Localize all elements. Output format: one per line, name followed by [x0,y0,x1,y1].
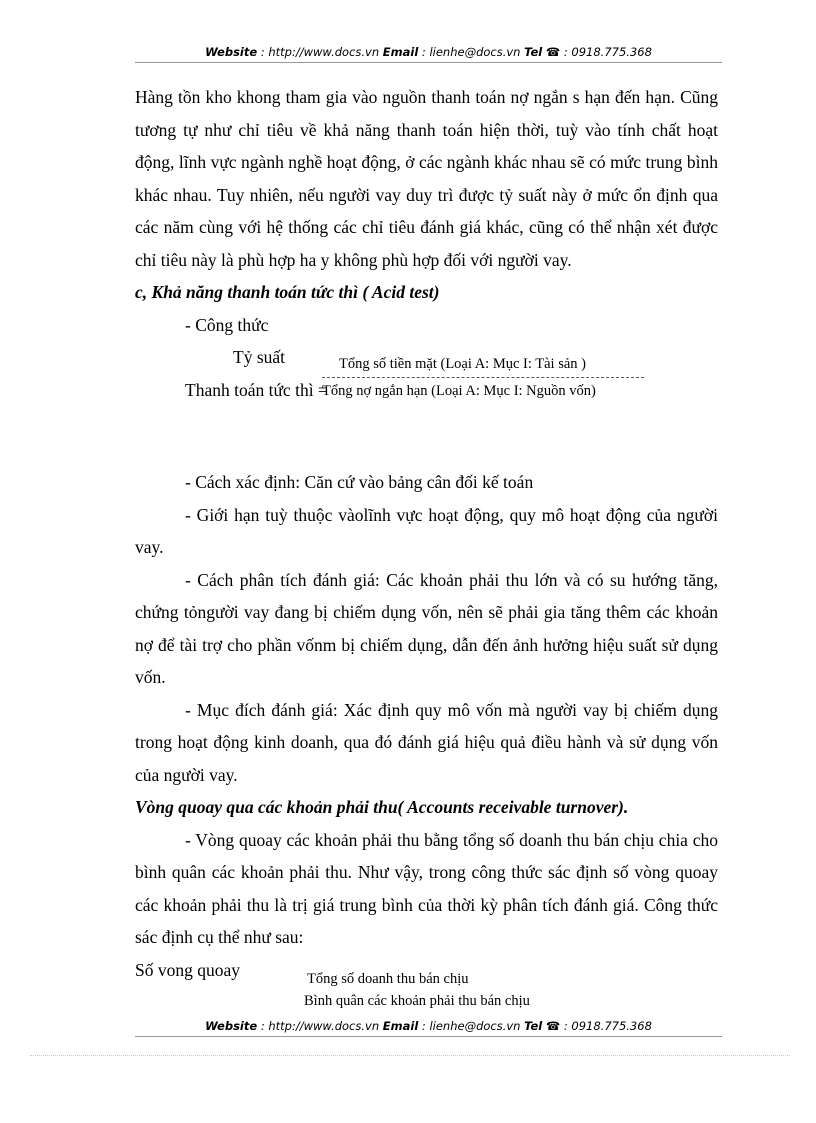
email-label: Email [382,45,419,59]
formula-denominator: Tổng nợ ngắn hạn (Loại A: Mục I: Nguồn vốn) [322,383,596,399]
header-rule [135,62,722,63]
page-footer [135,1018,722,1034]
website-url[interactable]: : http://www.docs.vn [257,45,383,59]
email-label: Email [382,1018,419,1033]
acid-test-formula [135,341,718,466]
paragraph: - Vòng quoay các khoản phải thu bằng tổng số doanh thu bán chịu chia cho bình quân các khoản phải thu. Như vậy, trong công thức sác định số vòng quoay các khoản phải thu là trị giá trung bình của thời kỳ phân tích đánh giá. Công thức sác định cụ thể như sau: [135,829,718,947]
page-edge [30,1055,790,1056]
ratio-label-line1: Tỷ suất [233,347,286,367]
footer-rule [135,1036,722,1037]
turnover-numerator: Tổng số doanh thu bán chịu [307,970,469,987]
formula-label: - Công thức [185,314,269,335]
paragraph: - Mục đích đánh giá: Xác định quy mô vốn mà người vay bị chiếm dụng trong hoạt động kinh doanh, qua đó đánh giá hiệu quả điều hành và sử dụng vốn của người vay. [135,699,718,785]
turnover-fraction [304,968,530,1012]
tel-label: Tel [524,45,543,59]
website-label: Website [205,45,258,59]
paragraph: - Giới hạn tuỳ thuộc vàolĩnh vực hoạt động, quy mô hoạt động của người vay. [135,504,718,557]
website-url[interactable]: : http://www.docs.vn [257,1018,383,1033]
email-address[interactable]: : lienhe@docs.vn [418,1018,525,1033]
phone-icon: ☎ [545,45,561,59]
email-address[interactable]: : lienhe@docs.vn [418,45,525,59]
page-header [135,44,722,60]
section-heading: c, Khả năng thanh toán tức thì ( Acid test) [135,282,440,302]
fraction-line [322,377,644,378]
section-heading: Vòng quoay qua các khoản phải thu( Accounts receivable turnover). [135,797,629,817]
ratio-label-line2: Thanh toán tức thì = [185,379,328,400]
ratio-labels [135,341,328,406]
website-label: Website [205,1018,258,1033]
tel-label: Tel [524,1018,543,1033]
paragraph: - Cách xác định: Căn cứ vào bảng cân đối kế toán [185,472,534,492]
paragraph: Hàng tồn kho khong tham gia vào nguồn thanh toán nợ ngắn s hạn đến hạn. Cũng tương tự như chỉ tiêu về khả năng thanh toán hiện thời, tuỳ vào tính chất hoạt động, lĩnh vực ngành nghề hoạt động, ở các ngành khác nhau sẽ có mức trung bình khác nhau. Tuy nhiên, nếu người vay duy trì được tỷ suất này ở mức ổn định qua các năm cùng với hệ thống các chỉ tiêu đánh giá khác, cũng có thể nhận xét được chỉ tiêu này là phù hợp ha y không phù hợp đối với người vay. [135,87,718,270]
turnover-denominator: Bình quân các khoản phải thu bán chịu [304,992,530,1009]
formula-fraction [322,353,644,402]
phone-icon: ☎ [545,1018,561,1033]
turnover-label: Số vong quoay [135,959,240,980]
tel-number: : 0918.775.368 [560,1018,652,1033]
formula-numerator: Tổng số tiền mặt (Loại A: Mục I: Tài sản ) [339,356,586,372]
tel-number: : 0918.775.368 [560,45,652,59]
paragraph: - Cách phân tích đánh giá: Các khoản phải thu lớn và có su hướng tăng, chứng tỏngười vay đang bị chiếm dụng vốn, nên sẽ phải gia tăng thêm các khoản nợ để tài trợ cho phần vốnm bị chiếm dụng, dẫn đến ảnh hưởng hiệu suất sử dụng vốn. [135,569,718,687]
turnover-formula [135,954,718,1012]
